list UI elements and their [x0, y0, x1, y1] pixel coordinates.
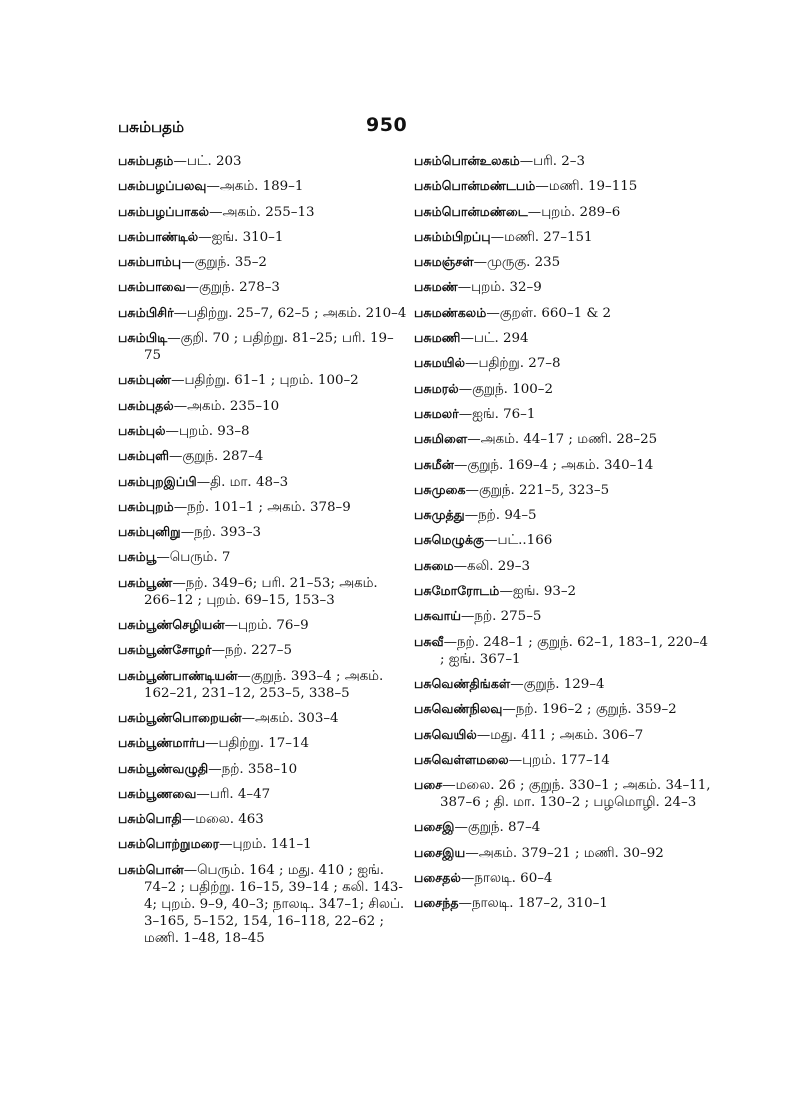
entry-headword: பசும்பொதி: [118, 811, 182, 827]
entry-references: —குறுந். 221–5, 323–5: [465, 482, 610, 498]
entry-references: —அகம். 303–4: [241, 710, 339, 726]
entry-references: —நாலடி. 187–2, 310–1: [458, 896, 608, 912]
entry-references: —குறுந். 169–4 ; அகம். 340–14: [453, 457, 654, 473]
entry-headword: பசுமோரோடம்: [414, 583, 500, 599]
entry-headword: பசுவெண்நிலவு: [414, 701, 503, 717]
entry-references: —மலை. 463: [181, 812, 264, 828]
entry-references: —மணி. 19–115: [535, 179, 638, 195]
entry-references: —பட்..166: [484, 533, 553, 549]
entry-references: —பரி. 2–3: [519, 154, 586, 169]
entry-headword: பசும்புனிறு: [118, 524, 181, 540]
index-entry: [414, 818, 714, 836]
index-entry: [414, 675, 714, 693]
page-number: 950: [366, 114, 408, 136]
index-entry: [118, 498, 408, 516]
index-entry: [414, 557, 714, 575]
index-entry: [414, 633, 714, 668]
entry-headword: பசும்புல்: [118, 422, 166, 438]
entry-headword: பசும்பொன்உலகம்: [414, 153, 520, 168]
entry-headword: பசுமலர்: [414, 405, 459, 421]
index-entry: [118, 397, 408, 415]
index-entry: [414, 405, 714, 423]
entry-references: —அகம். 255–13: [209, 204, 315, 220]
entry-headword: பசை: [414, 777, 443, 793]
index-entry: [118, 304, 408, 322]
entry-references: —புறம். 177–14: [508, 752, 610, 768]
index-entry: [118, 329, 408, 364]
entry-references: —குறுந். 287–4: [169, 449, 264, 465]
index-entry: [414, 253, 714, 271]
entry-references: —அகம். 235–10: [173, 398, 280, 414]
entry-references: —பட். 294: [460, 331, 529, 347]
entry-headword: பசும்பாவை: [118, 279, 186, 295]
entry-headword: பசுமீன்: [414, 456, 454, 472]
entry-headword: பசுமஞ்சள்: [414, 254, 474, 270]
index-entry: [414, 700, 714, 718]
entry-references: —பட். 203: [173, 154, 242, 169]
index-entry: [118, 473, 408, 491]
index-entry: [414, 869, 714, 887]
index-entry: [118, 523, 408, 541]
index-entry: [118, 548, 408, 566]
entry-headword: பசைதல்: [414, 870, 461, 886]
entry-references: —புறம். 289–6: [527, 204, 621, 220]
entry-headword: பசுவெண்திங்கள்: [414, 675, 511, 691]
entry-references: —புறம். 32–9: [457, 280, 542, 296]
index-entry: [414, 531, 714, 549]
entry-headword: பசுமை: [414, 557, 454, 573]
entry-headword: பசும்பொன்மண்டை: [414, 203, 528, 219]
entry-references: —குறுந். 393–4 ; அகம். 162–21, 231–12, 253–5, 338–5: [144, 668, 384, 701]
entry-references: —நற். 196–2 ; குறுந். 359–2: [502, 702, 677, 718]
entry-headword: பசுமண்கலம்: [414, 304, 487, 320]
entry-headword: பசும்பொன்மண்டபம்: [414, 178, 536, 194]
entry-headword: பசும்பூ: [118, 549, 157, 565]
entry-headword: பசும்பாம்பு: [118, 254, 182, 270]
entry-references: —நற். 349–6; பரி. 21–53; அகம். 266–12 ; புறம். 69–15, 153–3: [144, 575, 378, 608]
entry-references: —புறம். 93–8: [165, 423, 250, 439]
entry-headword: பசுமரல்: [414, 380, 459, 396]
index-entry: [118, 760, 408, 778]
index-entry: [414, 228, 714, 246]
index-entry: [414, 776, 714, 811]
entry-references: —புறம். 141–1: [219, 837, 312, 853]
entry-headword: பசுமயில்: [414, 355, 466, 371]
index-entry: [414, 203, 714, 221]
index-entry: [414, 380, 714, 398]
entry-references: —நாலடி. 60–4: [460, 871, 553, 887]
entry-headword: பசும்பூண்செழியன்: [118, 617, 225, 633]
entry-references: —நற். 358–10: [208, 761, 298, 777]
entry-references: —பெரும். 164 ; மது. 410 ; ஐங். 74–2 ; பதிற்று. 16–15, 39–14 ; கலி. 143-4; புறம். 9–9, 40–3; நாலடி. 347–1; சிலப். 3–165, 5–152, 154, 16–118, 22–62 ; மணி. 1–48, 18–45: [144, 862, 405, 946]
index-entry: [118, 810, 408, 828]
entry-references: —ஐங். 76–1: [458, 406, 536, 422]
entry-references: —பதிற்று. 25–7, 62–5 ; அகம். 210–4: [173, 305, 407, 321]
entry-headword: பசுவாய்: [414, 608, 462, 624]
entry-references: —நற். 393–3: [180, 525, 262, 541]
index-entry: [118, 447, 408, 465]
entry-references: —நற். 94–5: [464, 508, 537, 524]
index-entry: [118, 177, 408, 195]
entry-headword: பசுமுத்து: [414, 507, 465, 523]
entry-headword: பசும்பூண்சோழர்: [118, 642, 212, 658]
index-entry: [414, 582, 714, 600]
entry-headword: பசும்பாண்டில்: [118, 228, 199, 244]
index-entry: [118, 835, 408, 853]
index-entry: [118, 785, 408, 803]
entry-references: —ஐங். 93–2: [499, 584, 577, 600]
entry-headword: பசும்பூண்மார்ப: [118, 735, 206, 751]
entry-headword: பசைந்த: [414, 895, 459, 911]
entry-references: —மது. 411 ; அகம். 306–7: [476, 727, 644, 743]
index-entry: [414, 329, 714, 347]
index-entry: [118, 422, 408, 440]
index-entry: [118, 861, 408, 947]
index-entry: [414, 354, 714, 372]
entry-references: —அகம். 189–1: [206, 179, 304, 195]
index-entry: [414, 304, 714, 322]
entry-headword: பசும்பொற்றுமரை: [118, 836, 220, 852]
entry-references: —நற். 227–5: [211, 643, 292, 659]
index-entry: [118, 641, 408, 659]
entry-references: —குறுந். 35–2: [181, 255, 267, 271]
index-entry: [414, 152, 714, 170]
entry-headword: பசும்புளி: [118, 448, 170, 464]
entry-references: —பதிற்று. 27–8: [465, 356, 561, 372]
index-entry: [118, 709, 408, 727]
entry-references: —பதிற்று. 17–14: [205, 736, 309, 752]
entry-references: —குறள். 660–1 & 2: [486, 305, 612, 321]
entry-references: —மலை. 26 ; குறுந். 330–1 ; அகம். 34–11, 387–6 ; தி. மா. 130–2 ; பழமொழி. 24–3: [440, 778, 711, 811]
entry-headword: பசும்பழப்பாகல்: [118, 203, 210, 219]
entry-references: —நற். 275–5: [461, 609, 542, 625]
index-entry: [414, 607, 714, 625]
index-entry: [414, 430, 714, 448]
index-entry: [118, 203, 408, 221]
entry-references: —நற். 101–1 ; அகம். 378–9: [173, 499, 351, 515]
entry-headword: பசுமுகை: [414, 481, 466, 497]
index-entry: [414, 481, 714, 499]
index-entry: [118, 371, 408, 389]
index-entry: [414, 894, 714, 912]
entry-headword: பசும்பிசிர்: [118, 304, 174, 320]
index-entry: [414, 177, 714, 195]
entry-headword: பசும்பழப்பலவு: [118, 178, 207, 194]
entry-references: —குறுந். 87–4: [454, 820, 541, 836]
entry-headword: பசும்பூண்வழுதி: [118, 760, 209, 776]
entry-references: —குறுந். 129–4: [510, 676, 605, 692]
entry-headword: பசும்பொன்: [118, 861, 184, 877]
entry-headword: பசும்புறம்: [118, 498, 174, 514]
entry-references: —பதிற்று. 61–1 ; புறம். 100–2: [171, 373, 359, 389]
index-entry: [118, 228, 408, 246]
entry-headword: பசுமணி: [414, 330, 461, 346]
entry-headword: பசும்பூணவை: [118, 785, 197, 801]
entry-references: —அகம். 44–17 ; மணி. 28–25: [467, 432, 658, 448]
entry-headword: பசும்பூண்: [118, 574, 173, 590]
entry-references: —மணி. 27–151: [490, 229, 593, 245]
index-entry: [118, 616, 408, 634]
entry-headword: பசும்புறஇப்பி: [118, 473, 197, 489]
running-head: பசும்பதம்: [118, 118, 185, 136]
left-column: [118, 152, 408, 954]
entry-references: —நற். 248–1 ; குறுந். 62–1, 183–1, 220–4 ; ஐங். 367–1: [440, 634, 708, 667]
entry-headword: பசும்பிடி: [118, 330, 168, 346]
entry-headword: பசும்பூண்பாண்டியன்: [118, 667, 238, 683]
index-entry: [414, 726, 714, 744]
entry-headword: பசைஇய: [414, 844, 466, 860]
entry-references: —முருகு. 235: [473, 255, 561, 271]
entry-references: —குறுந். 100–2: [458, 381, 553, 397]
index-entry: [118, 152, 408, 170]
entry-headword: பசுமிளை: [414, 431, 468, 447]
index-entry: [414, 278, 714, 296]
index-entry: [414, 506, 714, 524]
entry-references: —பரி. 4–47: [196, 786, 271, 802]
entry-headword: பசுமெழுக்கு: [414, 532, 485, 548]
entry-headword: பசும்ம்பிறப்பு: [414, 228, 491, 244]
index-entry: [118, 734, 408, 752]
entry-references: —கலி. 29–3: [453, 558, 531, 574]
index-entry: [118, 278, 408, 296]
index-entry: [414, 844, 714, 862]
index-entry: [118, 253, 408, 271]
index-entry: [118, 574, 408, 609]
entry-headword: பசுவெயில்: [414, 726, 477, 742]
entry-headword: பசும்பூண்பொறையன்: [118, 709, 242, 725]
entry-headword: பசைஇ: [414, 819, 455, 835]
index-entry: [118, 667, 408, 702]
entry-headword: பசுவெள்ளமலை: [414, 751, 509, 767]
entry-references: —ஐங். 310–1: [198, 229, 284, 245]
entry-references: —புறம். 76–9: [224, 618, 309, 634]
entry-references: —அகம். 379–21 ; மணி. 30–92: [465, 845, 664, 861]
index-entry: [414, 751, 714, 769]
entry-headword: பசுவீ: [414, 633, 444, 649]
entry-headword: பசும்புண்: [118, 372, 172, 388]
entry-headword: பசுமண்: [414, 279, 458, 295]
entry-references: —பெரும். 7: [156, 550, 231, 566]
entry-headword: பசும்புதல்: [118, 397, 174, 413]
index-entry: [414, 456, 714, 474]
entry-references: —குறி. 70 ; பதிற்று. 81–25; பரி. 19–75: [144, 331, 394, 364]
right-column: [414, 152, 714, 920]
entry-headword: பசும்பதம்: [118, 153, 174, 168]
entry-references: —தி. மா. 48–3: [196, 474, 289, 490]
entry-references: —குறுந். 278–3: [185, 280, 280, 296]
